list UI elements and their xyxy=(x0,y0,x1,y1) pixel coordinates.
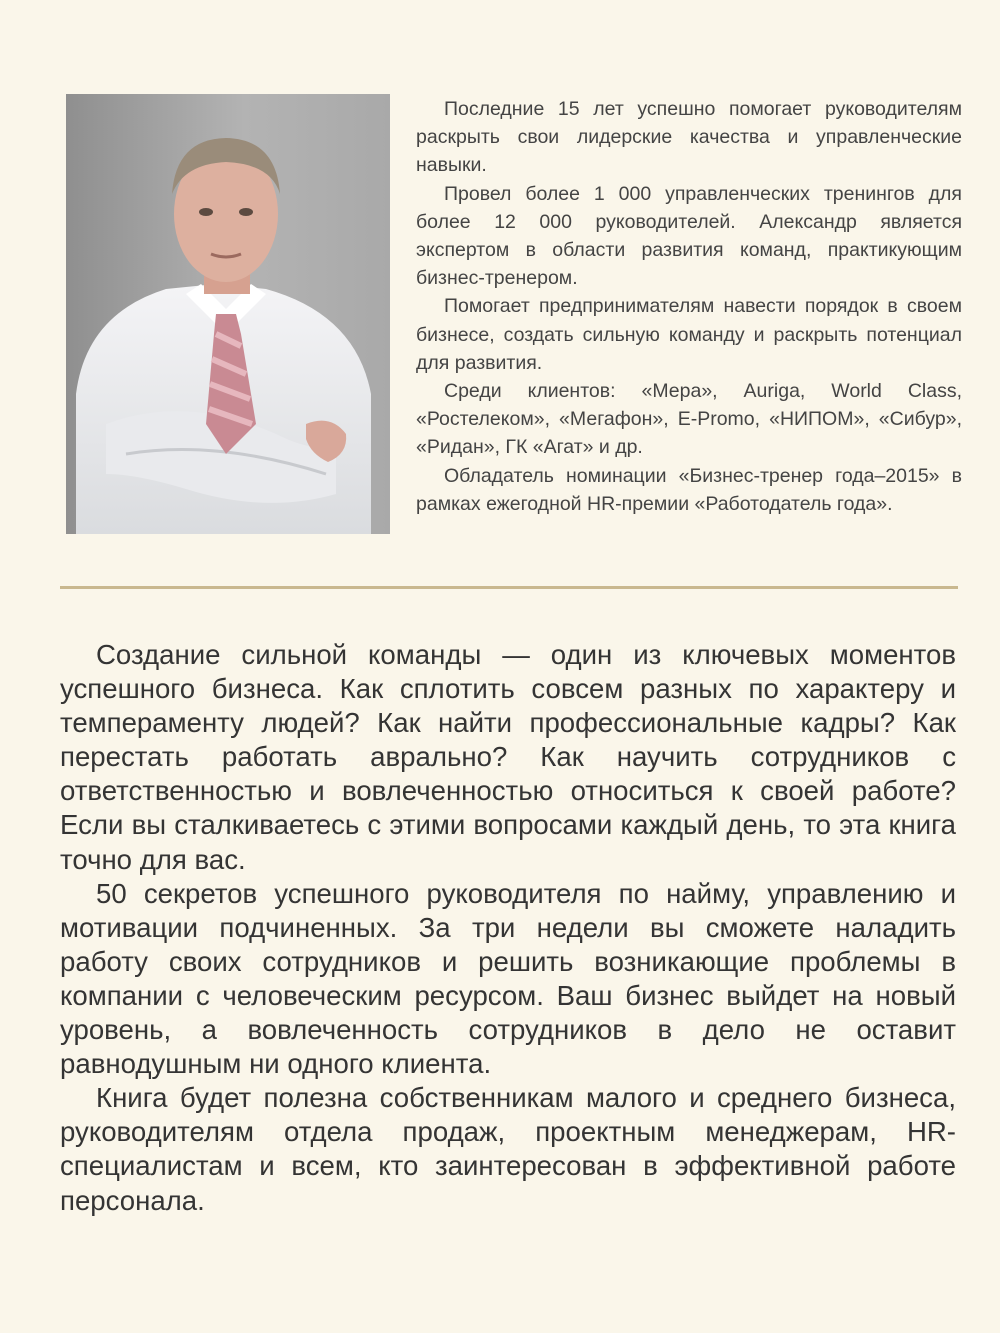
bio-paragraph: Помогает предпринимателям навести порядок в своем бизнесе, создать сильную команду и раскрыть потенциал для развития. xyxy=(416,295,962,374)
bio-paragraph: Провел более 1 000 управленческих тренингов для более 12 000 руководителей. Александр является экспертом в области развития команд, практикующим бизнес-тренером. xyxy=(416,182,962,290)
section-divider xyxy=(60,586,958,589)
bio-paragraph: Среди клиентов: «Мера», Auriga, World Class, «Ростелеком», «Мегафон», E-Promo, «НИПОМ», «Сибур», «Ридан», ГК «Агат» и др. xyxy=(416,380,962,459)
author-bio xyxy=(416,95,962,518)
description-paragraph: 50 секретов успешного руководителя по найму, управлению и мотивации подчиненных. За три недели вы сможете наладить работу своих сотрудников и решить возникающие проблемы в компании с человеческим ресурсом. Ваш бизнес выйдет на новый уровень, а вовлеченность сотрудников в дело не оставит равнодушным ни одного клиента. xyxy=(60,877,956,1080)
description-paragraph: Создание сильной команды — один из ключевых моментов успешного бизнеса. Как сплотить совсем разных по характеру и темпераменту людей? Как найти профессиональные кадры? Как перестать работать аврально? Как научить сотрудников с ответственностью и вовлеченностью относиться к своей работе? Если вы сталкиваетесь с этими вопросами каждый день, то эта книга точно для вас. xyxy=(60,639,956,875)
book-description xyxy=(60,638,956,1218)
author-photo xyxy=(66,94,390,534)
bio-paragraph: Обладатель номинации «Бизнес-тренер года–2015» в рамках ежегодной HR-премии «Работодатель года». xyxy=(416,464,962,515)
bio-paragraph: Последние 15 лет успешно помогает руководителям раскрыть свои лидерские качества и управленческие навыки. xyxy=(416,98,962,177)
description-paragraph: Книга будет полезна собственникам малого и среднего бизнеса, руководителям отдела продаж, проектным менеджерам, HR-специалистам и всем, кто заинтересован в эффективной работе персонала. xyxy=(60,1082,956,1216)
